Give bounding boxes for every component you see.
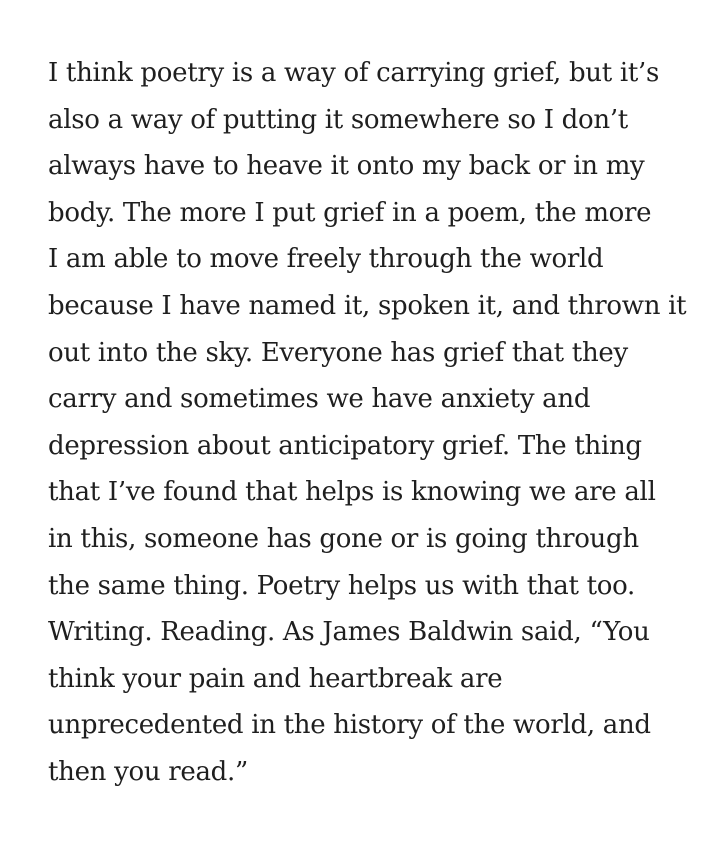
text-line-2: also a way of putting it somewhere so I don’t: [48, 104, 628, 135]
text-line-11: in this, someone has gone or is going through: [48, 523, 639, 554]
text-line-1: I think poetry is a way of carrying grief, but it’s: [48, 58, 660, 88]
text-line-8: carry and sometimes we have anxiety and: [48, 384, 591, 415]
text-line-9: depression about anticipatory grief. The thing: [48, 430, 642, 461]
text-line-6: because I have named it, spoken it, and thrown it: [48, 290, 687, 321]
text-line-5: I am able to move freely through the world: [48, 244, 604, 275]
text-line-16: then you read.”: [48, 756, 248, 787]
text-line-10: that I’ve found that helps is knowing we are all: [48, 477, 656, 508]
text-line-14: think your pain and heartbreak are: [48, 663, 503, 694]
text-line-12: the same thing. Poetry helps us with that too.: [48, 570, 635, 601]
text-line-7: out into the sky. Everyone has grief that they: [48, 337, 628, 368]
text-line-4: body. The more I put grief in a poem, the more: [48, 197, 652, 228]
quote-paragraph: [48, 50, 708, 796]
text-line-13: Writing. Reading. As James Baldwin said, “You: [48, 617, 650, 648]
text-line-3: always have to heave it onto my back or in my: [48, 151, 645, 182]
text-line-15: unprecedented in the history of the world, and: [48, 710, 651, 741]
